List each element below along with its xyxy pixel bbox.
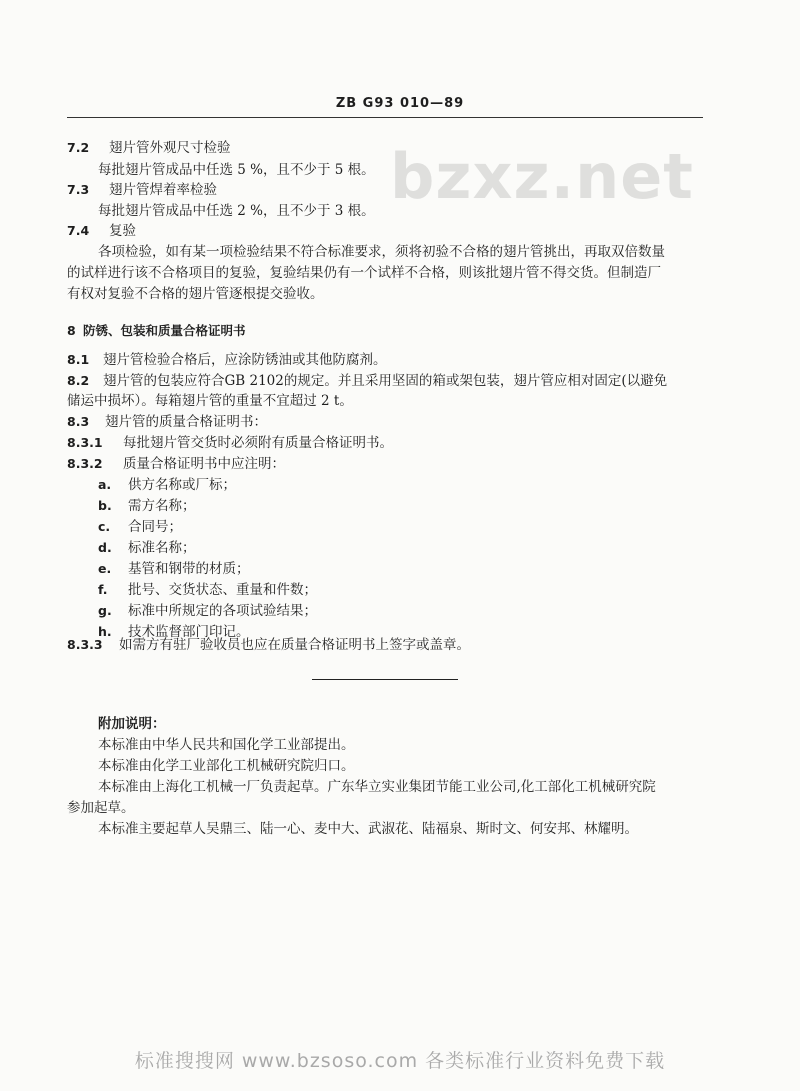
- section-title: 防锈、包装和质量合格证明书: [83, 323, 246, 338]
- section-text: 每批翅片管交货时必须附有质量合格证明书。: [123, 435, 393, 451]
- appendix-title: 附加说明：: [98, 716, 166, 732]
- section-number: 7.4: [67, 223, 90, 238]
- section-text: 质量合格证明书中应注明：: [123, 456, 285, 472]
- appendix-line: 本标准由化学工业部化工机械研究院归口。: [98, 758, 355, 774]
- section-8-heading: [67, 321, 246, 339]
- paragraph-line: 储运中损坏）。每箱翅片管的重量不宜超过 2 t。: [67, 393, 353, 409]
- appendix-line: 本标准由上海化工机械一厂负责起草。广东华立实业集团节能工业公司,化工部化工机械研究院: [98, 779, 656, 795]
- list-letter: d.: [98, 540, 112, 555]
- section-title: 复验: [109, 223, 136, 239]
- section-7-3-heading: [67, 178, 217, 198]
- list-letter: e.: [98, 561, 112, 576]
- list-text: 供方名称或厂标；: [128, 477, 236, 493]
- section-number: 8.3.1: [67, 435, 103, 450]
- list-text: 标准中所规定的各项试验结果；: [128, 603, 317, 619]
- section-8-2: [67, 369, 667, 389]
- section-8-3-1: [67, 431, 393, 451]
- standard-code-header: ZB G93 010—89: [335, 96, 465, 111]
- list-item: [98, 515, 182, 535]
- section-number: 8.3: [67, 414, 90, 429]
- section-text: 翅片管检验合格后，应涂防锈油或其他防腐剂。: [103, 352, 387, 368]
- section-title: 翅片管焊着率检验: [109, 182, 217, 198]
- paragraph-line: 各项检验，如有某一项检验结果不符合标准要求，须将初验不合格的翅片管挑出，再取双倍数量: [98, 244, 665, 260]
- section-number: 8.3.2: [67, 456, 103, 471]
- list-text: 技术监督部门印记。: [128, 624, 250, 640]
- end-rule: [312, 679, 458, 680]
- section-number: 8.2: [67, 373, 90, 388]
- header-rule: [67, 117, 703, 118]
- appendix-line: 本标准主要起草人吴鼎三、陆一心、麦中大、武淑花、陆福泉、斯时文、何安邦、林耀明。: [98, 821, 638, 837]
- paragraph-line: 的试样进行该不合格项目的复验，复验结果仍有一个试样不合格，则该批翅片管不得交货。但制造厂: [67, 265, 661, 281]
- list-item: [98, 494, 196, 514]
- section-7-2-body: 每批翅片管成品中任选 5 %，且不少于 5 根。: [98, 162, 375, 178]
- list-text: 标准名称；: [128, 540, 196, 556]
- list-text: 批号、交货状态、重量和件数；: [128, 582, 317, 598]
- site-footer-watermark: 标准搜搜网 www.bzsoso.com 各类标准行业资料免费下载: [134, 1050, 666, 1072]
- section-number: 8: [67, 323, 76, 338]
- section-text: 翅片管的包装应符合GB 2102的规定。并且采用坚固的箱或架包装，翅片管应相对固定(以避免: [103, 373, 668, 389]
- section-text: 如需方有驻厂验收员也应在质量合格证明书上签字或盖章。: [119, 637, 470, 653]
- section-number: 7.2: [67, 140, 90, 155]
- appendix-line: 本标准由中华人民共和国化学工业部提出。: [98, 737, 355, 753]
- list-item: [98, 473, 236, 493]
- section-8-3: [67, 410, 267, 430]
- list-letter: f.: [98, 582, 108, 597]
- section-text: 翅片管的质量合格证明书：: [105, 414, 267, 430]
- section-7-4-heading: [67, 219, 136, 239]
- list-text: 合同号；: [128, 519, 182, 535]
- section-number: 8.3.3: [67, 637, 103, 652]
- site-watermark: bzxz.net: [390, 140, 694, 213]
- section-number: 7.3: [67, 182, 90, 197]
- paragraph-line: 有权对复验不合格的翅片管逐根提交验收。: [67, 286, 324, 302]
- list-letter: a.: [98, 477, 112, 492]
- list-item: [98, 599, 317, 619]
- section-7-3-body: 每批翅片管成品中任选 2 %，且不少于 3 根。: [98, 203, 375, 219]
- section-8-3-2: [67, 452, 285, 472]
- list-letter: g.: [98, 603, 112, 618]
- section-title: 翅片管外观尺寸检验: [109, 140, 231, 156]
- section-8-1: [67, 348, 387, 368]
- list-item: [98, 557, 250, 577]
- list-letter: b.: [98, 498, 112, 513]
- list-text: 基管和钢带的材质；: [128, 561, 250, 577]
- list-letter: h.: [98, 624, 112, 639]
- list-letter: c.: [98, 519, 111, 534]
- section-7-2-heading: [67, 136, 231, 156]
- list-text: 需方名称；: [128, 498, 196, 514]
- appendix-line: 参加起草。: [67, 800, 135, 816]
- section-8-3-3: [67, 633, 470, 653]
- list-item: [98, 578, 317, 598]
- section-number: 8.1: [67, 352, 90, 367]
- list-item: [98, 536, 196, 556]
